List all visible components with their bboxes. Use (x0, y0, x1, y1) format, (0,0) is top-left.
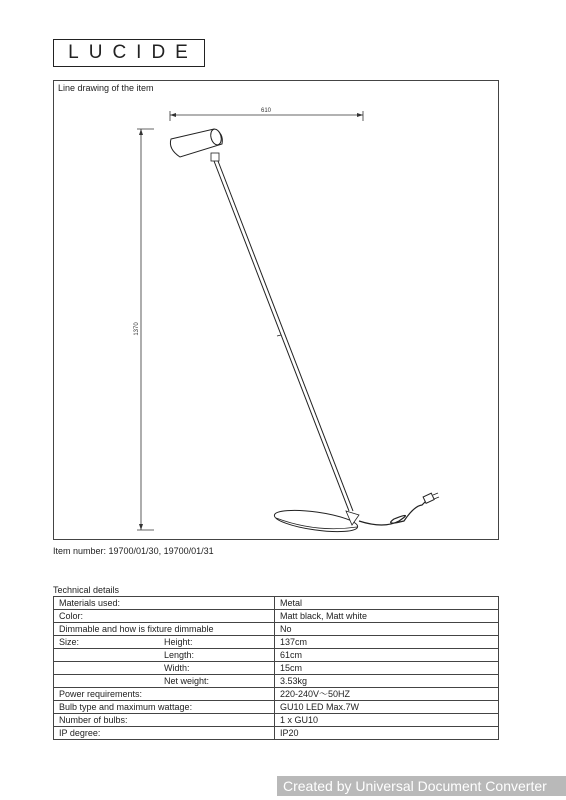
spec-value: 61cm (275, 649, 499, 662)
spec-label-text: Dimmable and how is fixture dimmable (59, 624, 214, 634)
spec-row (54, 675, 499, 688)
spec-label (54, 714, 275, 727)
technical-details-title: Technical details (53, 585, 120, 595)
spec-sublabel-text: Height: (164, 637, 193, 647)
spec-row (54, 610, 499, 623)
item-number: Item number: 19700/01/30, 19700/01/31 (53, 546, 214, 556)
spec-label (54, 649, 275, 662)
lamp-line-drawing (54, 81, 500, 541)
spec-value: 3.53kg (275, 675, 499, 688)
spec-row (54, 597, 499, 610)
spec-label-text (59, 662, 164, 674)
watermark: Created by Universal Document Converter (277, 776, 566, 796)
spec-value: GU10 LED Max.7W (275, 701, 499, 714)
spec-label-text: Number of bulbs: (59, 715, 128, 725)
drawing-caption: Line drawing of the item (58, 83, 154, 93)
technical-details-table (53, 596, 499, 740)
spec-label-text: Materials used: (59, 598, 121, 608)
spec-label (54, 675, 275, 688)
spec-row (54, 649, 499, 662)
width-dimension-label: 610 (260, 108, 272, 114)
spec-value: Metal (275, 597, 499, 610)
spec-label (54, 727, 275, 740)
height-dimension-label: 1370 (134, 322, 140, 336)
spec-label (54, 701, 275, 714)
spec-row (54, 688, 499, 701)
spec-label-text (59, 675, 164, 687)
spec-label (54, 688, 275, 701)
spec-label (54, 597, 275, 610)
spec-row (54, 714, 499, 727)
spec-sublabel-text: Net weight: (164, 676, 210, 686)
spec-value: 220-240V～50HZ (275, 688, 499, 701)
spec-label (54, 623, 275, 636)
spec-sublabel-text: Length: (164, 650, 195, 660)
spec-value: 137cm (275, 636, 499, 649)
spec-label-text: IP degree: (59, 728, 101, 738)
spec-label-text: Color: (59, 611, 84, 621)
spec-row (54, 636, 499, 649)
spec-label (54, 662, 275, 675)
spec-label (54, 636, 275, 649)
spec-value: IP20 (275, 727, 499, 740)
spec-label-text: Power requirements: (59, 689, 143, 699)
line-drawing-panel (53, 80, 499, 540)
spec-label-text: Size: (59, 637, 80, 647)
spec-row (54, 727, 499, 740)
brand-logo (53, 39, 205, 67)
spec-label (54, 610, 275, 623)
spec-value: No (275, 623, 499, 636)
spec-value: 1 x GU10 (275, 714, 499, 727)
spec-row (54, 701, 499, 714)
logo-text: LUCIDE (68, 42, 198, 63)
spec-value: Matt black, Matt white (275, 610, 499, 623)
spec-label-text (59, 649, 164, 661)
spec-row (54, 662, 499, 675)
spec-label-text: Bulb type and maximum wattage: (59, 702, 193, 712)
spec-value: 15cm (275, 662, 499, 675)
spec-sublabel-text: Width: (164, 663, 190, 673)
spec-row (54, 623, 499, 636)
